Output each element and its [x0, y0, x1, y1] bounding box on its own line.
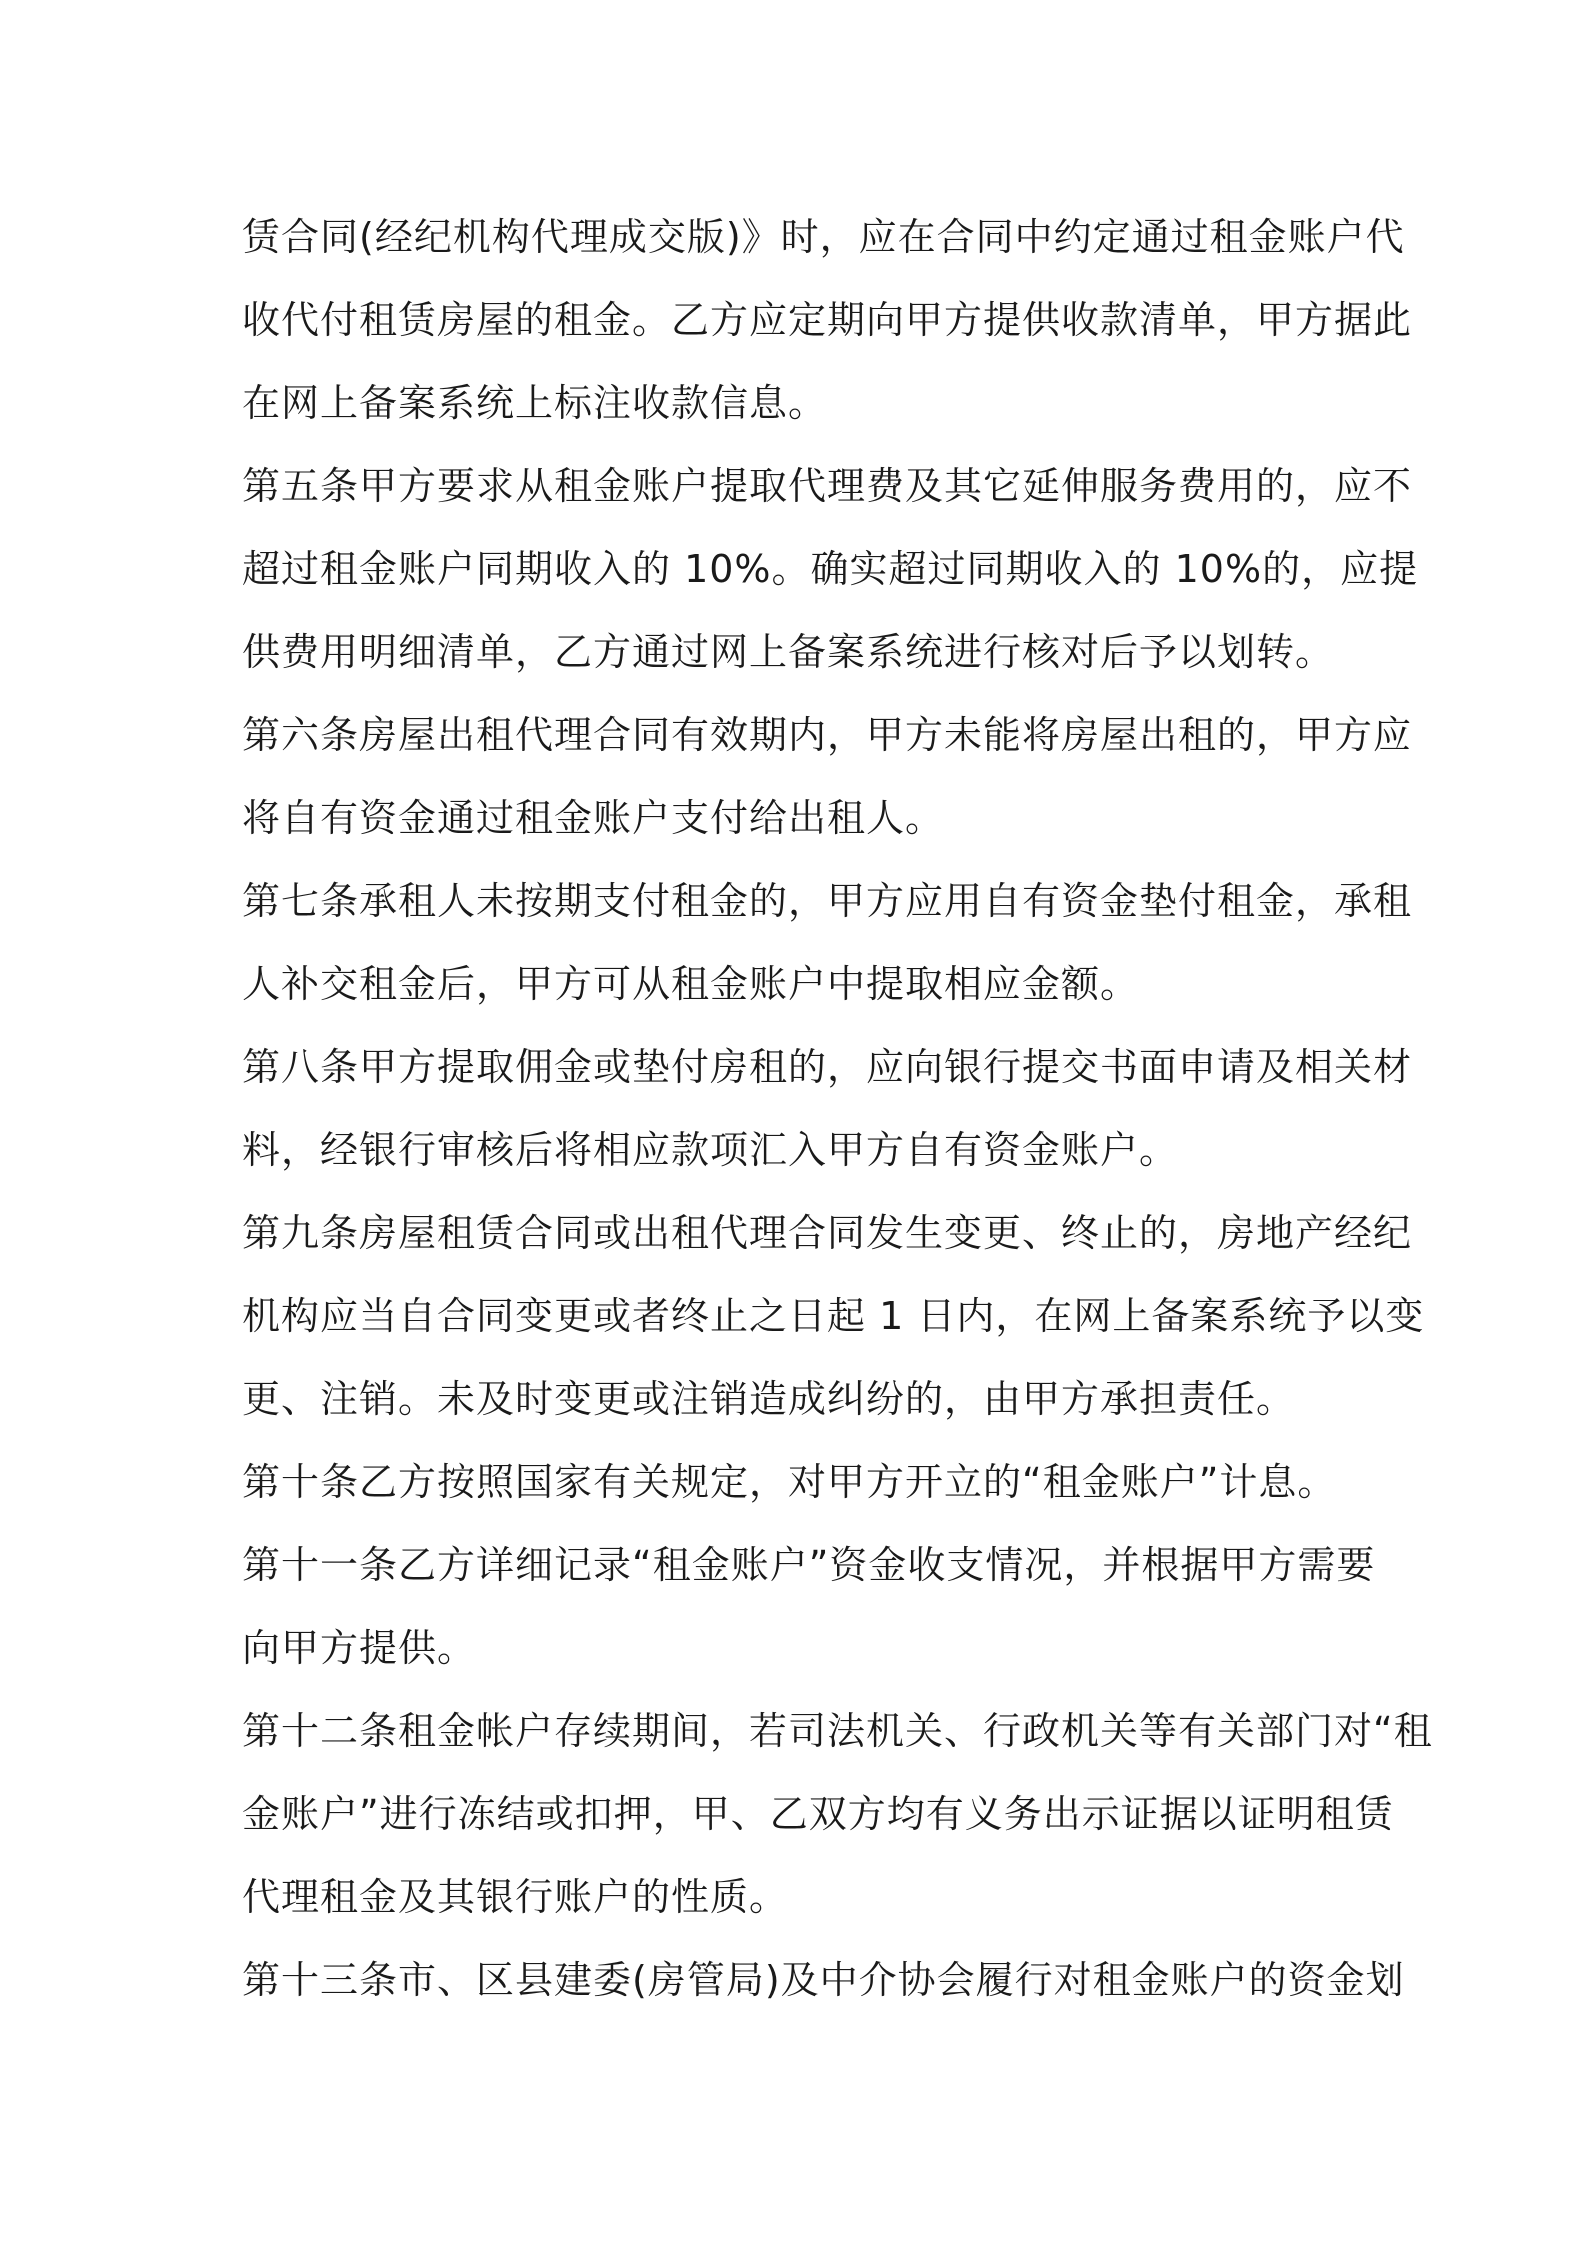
- text-line: 第六条房屋出租代理合同有效期内，甲方未能将房屋出租的，甲方应: [242, 713, 1413, 757]
- text-line: 供费用明细清单，乙方通过网上备案系统进行核对后予以划转。: [242, 630, 1335, 674]
- text-line: 第十三条市、区县建委(房管局)及中介协会履行对租金账户的资金划: [242, 1958, 1405, 2002]
- document-body: [242, 196, 1433, 2022]
- text-line: 第九条房屋租赁合同或出租代理合同发生变更、终止的，房地产经纪: [242, 1211, 1413, 1255]
- text-line: 更、注销。未及时变更或注销造成纠纷的，由甲方承担责任。: [242, 1377, 1296, 1421]
- text-line: 金账户”进行冻结或扣押，甲、乙双方均有义务出示证据以证明租赁: [242, 1792, 1394, 1836]
- text-line: 赁合同(经纪机构代理成交版)》时，应在合同中约定通过租金账户代: [242, 215, 1405, 259]
- text-line: 料，经银行审核后将相应款项汇入甲方自有资金账户。: [242, 1128, 1179, 1172]
- text-line: 人补交租金后，甲方可从租金账户中提取相应金额。: [242, 962, 1140, 1006]
- text-line: 第十条乙方按照国家有关规定，对甲方开立的“租金账户”计息。: [242, 1460, 1337, 1504]
- text-line: 机构应当自合同变更或者终止之日起 1 日内，在网上备案系统予以变: [242, 1294, 1425, 1338]
- text-line: 第八条甲方提取佣金或垫付房租的，应向银行提交书面申请及相关材: [242, 1045, 1413, 1089]
- text-line: 第十二条租金帐户存续期间，若司法机关、行政机关等有关部门对“租: [242, 1709, 1433, 1753]
- text-line: 收代付租赁房屋的租金。乙方应定期向甲方提供收款清单，甲方据此: [242, 298, 1413, 342]
- text-line: 向甲方提供。: [242, 1626, 477, 1670]
- text-line: 在网上备案系统上标注收款信息。: [242, 381, 828, 425]
- text-line: 第五条甲方要求从租金账户提取代理费及其它延伸服务费用的，应不: [242, 464, 1413, 508]
- text-line: 超过租金账户同期收入的 10%。确实超过同期收入的 10%的，应提: [242, 547, 1419, 591]
- text-line: 第十一条乙方详细记录“租金账户”资金收支情况，并根据甲方需要: [242, 1543, 1376, 1587]
- text-line: 代理租金及其银行账户的性质。: [242, 1875, 789, 1919]
- text-line: 将自有资金通过租金账户支付给出租人。: [242, 796, 945, 840]
- text-line: 第七条承租人未按期支付租金的，甲方应用自有资金垫付租金，承租: [242, 879, 1413, 923]
